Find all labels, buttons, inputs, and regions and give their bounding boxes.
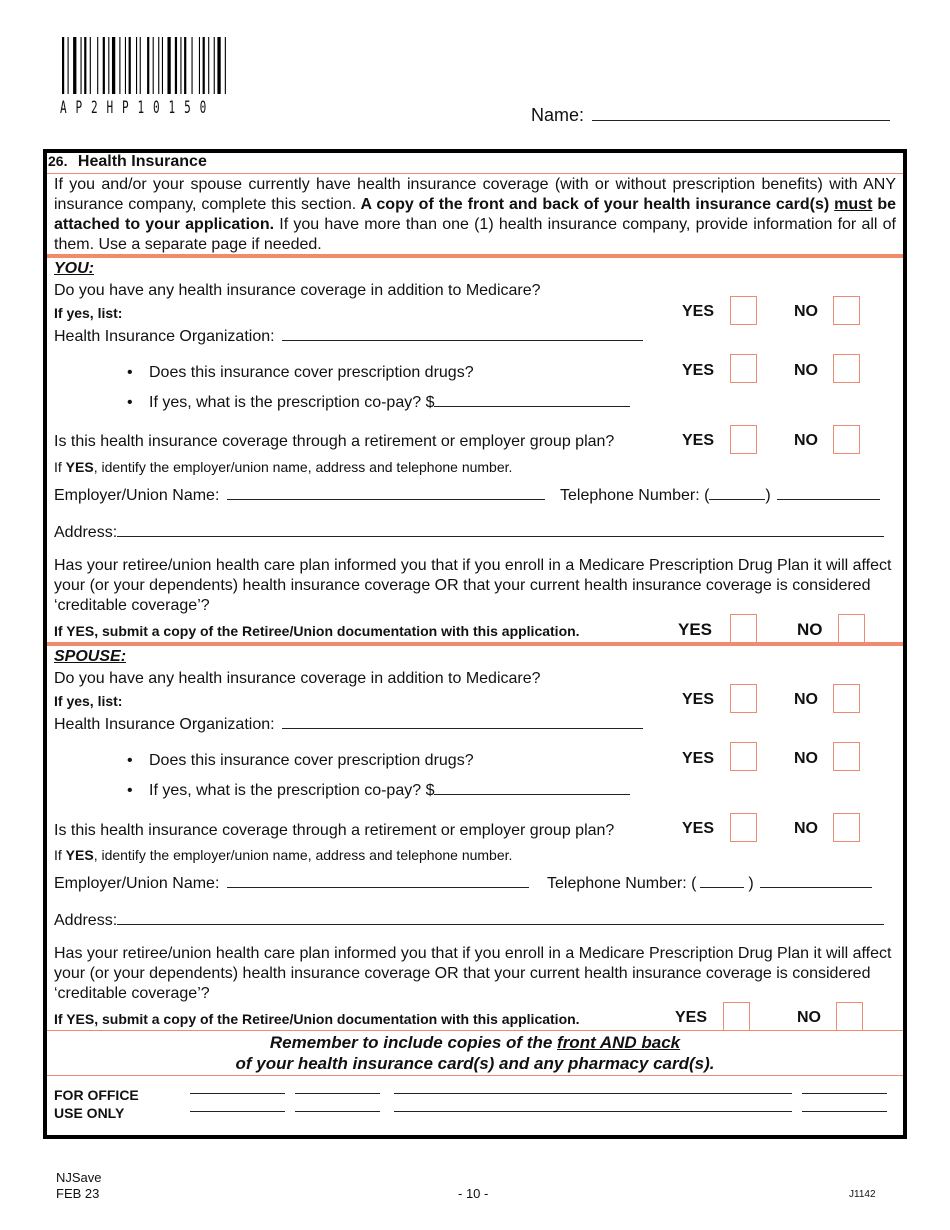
identify-text: , identify the employer/union name, address and telephone number. — [93, 459, 513, 475]
barcode-bar — [167, 37, 170, 94]
barcode-bar — [73, 37, 76, 94]
address-label: Address: — [54, 524, 118, 541]
section-title: Health Insurance — [77, 153, 207, 170]
office-blank — [394, 1111, 792, 1112]
yes-label: YES — [675, 1009, 708, 1026]
no-label: NO — [794, 820, 818, 837]
intro-must: must — [834, 196, 873, 213]
spouse-retirement-question: Is this health insurance coverage through a retirement or employer group plan? — [54, 822, 615, 839]
barcode-bar — [162, 37, 163, 94]
yes-label: YES — [682, 362, 715, 379]
section-divider — [47, 254, 903, 258]
divider — [47, 1075, 903, 1076]
barcode-bar — [153, 37, 154, 94]
footer-left — [56, 1170, 102, 1202]
you-rx-no-checkbox[interactable] — [833, 354, 860, 383]
you-submit-note: If YES, submit a copy of the Retiree/Union documentation with this application. — [54, 623, 580, 639]
phone-label: Telephone Number: ( — [547, 875, 697, 892]
name-field[interactable] — [531, 105, 890, 126]
barcode-bar — [203, 37, 205, 94]
employer-input-line[interactable] — [227, 499, 545, 500]
reminder-underlined: front AND back — [557, 1033, 681, 1052]
spouse-coverage-no-checkbox[interactable] — [833, 684, 860, 713]
you-creditable-no-checkbox[interactable] — [838, 614, 865, 643]
yes-label: YES — [682, 691, 715, 708]
spouse-heading: SPOUSE: — [54, 648, 127, 665]
barcode-bar — [108, 37, 109, 94]
divider — [47, 1030, 903, 1031]
barcode-bar — [214, 37, 215, 94]
barcode-bar — [125, 37, 126, 94]
spouse-address-field[interactable] — [54, 912, 884, 930]
barcode-char: 2 — [91, 98, 98, 118]
copay-label: If yes, what is the prescription co-pay? $ — [149, 782, 435, 799]
org-input-line[interactable] — [282, 340, 643, 341]
section-header — [48, 153, 207, 171]
barcode-char: 5 — [184, 98, 191, 118]
phone-close-paren: ) — [765, 487, 771, 504]
barcode-char: 1 — [168, 98, 176, 118]
spouse-employer-field[interactable] — [54, 875, 529, 893]
copay-input-line[interactable] — [434, 406, 630, 407]
barcode-bar — [175, 37, 177, 94]
section-intro — [54, 175, 896, 255]
org-input-line[interactable] — [282, 728, 643, 729]
yes-label: YES — [682, 820, 715, 837]
reminder-line-2: of your health insurance card(s) and any pharmacy card(s). — [235, 1054, 715, 1073]
barcode-bar — [81, 37, 82, 94]
intro-text-2: If you have more than one (1) health insurance company, provide information for all of them. Use a separate page if needed. — [54, 216, 897, 253]
yes-label: YES — [682, 432, 715, 449]
you-coverage-no-checkbox[interactable] — [833, 296, 860, 325]
spouse-creditable-no-checkbox[interactable] — [836, 1002, 863, 1031]
spouse-copay-field[interactable] — [149, 782, 630, 800]
barcode-bar — [180, 37, 181, 94]
you-employer-field[interactable] — [54, 487, 545, 505]
spouse-org-field[interactable] — [54, 716, 643, 734]
spouse-retirement-no-checkbox[interactable] — [833, 813, 860, 842]
barcode-bar — [208, 37, 209, 94]
phone-close-paren: ) — [748, 875, 754, 892]
intro-bold-text: A copy of the front and back of your health insurance card(s) — [356, 196, 835, 213]
spouse-creditable-yes-checkbox[interactable] — [723, 1002, 750, 1031]
barcode-bar — [90, 37, 91, 94]
barcode-char: H — [106, 98, 114, 118]
employer-label: Employer/Union Name: — [54, 875, 220, 892]
spouse-rx-yes-checkbox[interactable] — [730, 742, 757, 771]
office-line-2: USE ONLY — [54, 1105, 125, 1121]
office-use-label — [54, 1086, 139, 1122]
office-blank — [295, 1093, 380, 1094]
no-label: NO — [794, 303, 818, 320]
no-label: NO — [794, 691, 818, 708]
area-code-line[interactable] — [700, 887, 744, 888]
you-rx-yes-checkbox[interactable] — [730, 354, 757, 383]
barcode-bar — [119, 37, 120, 94]
you-address-field[interactable] — [54, 524, 884, 542]
office-blank — [190, 1093, 285, 1094]
barcode-bar — [68, 37, 69, 94]
you-copay-field[interactable] — [149, 394, 630, 412]
barcode-bar — [158, 37, 159, 94]
office-blank — [394, 1093, 792, 1094]
barcode-bar — [217, 37, 220, 94]
page-number: - 10 - — [458, 1186, 489, 1201]
no-label: NO — [797, 1009, 821, 1026]
barcode-char: 0 — [199, 98, 207, 118]
office-blank — [802, 1093, 887, 1094]
barcode-bar — [129, 37, 131, 94]
barcode-char: P — [122, 98, 129, 118]
you-identify-note — [54, 459, 512, 475]
address-label: Address: — [54, 912, 118, 929]
phone-input-line[interactable] — [777, 499, 880, 500]
intro-bold-text-2: be attached to your application. — [54, 196, 896, 233]
reminder-line-1 — [47, 1032, 903, 1053]
barcode-bar — [140, 37, 141, 94]
barcode-bar — [225, 37, 226, 94]
spouse-identify-note — [54, 847, 512, 863]
barcode-bar — [192, 37, 193, 94]
office-blank — [802, 1111, 887, 1112]
section-divider — [47, 642, 903, 646]
if-prefix: If — [54, 459, 66, 475]
address-input-line[interactable] — [117, 924, 884, 925]
you-retirement-question: Is this health insurance coverage through a retirement or employer group plan? — [54, 433, 615, 450]
employer-label: Employer/Union Name: — [54, 487, 220, 504]
barcode-bar — [184, 37, 186, 94]
if-yes-word: YES — [65, 459, 94, 475]
barcode-bar — [97, 37, 98, 94]
spouse-phone-field[interactable] — [547, 875, 872, 893]
spouse-coverage-yes-checkbox[interactable] — [730, 684, 757, 713]
office-line-1: FOR OFFICE — [54, 1087, 139, 1103]
identify-text: , identify the employer/union name, address and telephone number. — [93, 847, 513, 863]
spouse-rx-question: • Does this insurance cover prescription drugs? — [149, 752, 474, 770]
form-id: J1142 — [849, 1189, 876, 1200]
yes-label: YES — [678, 620, 713, 639]
you-heading: YOU: — [54, 260, 94, 277]
you-creditable-question: Has your retiree/union health care plan informed you that if you enroll in a Medicare Prescription Drug Plan it will affect your (or your dependents) health insurance coverage OR that your current health insurance coverage is considered ‘creditable coverage’? — [54, 557, 892, 614]
copay-label: If yes, what is the prescription co-pay? $ — [149, 394, 435, 411]
phone-input-line[interactable] — [760, 887, 872, 888]
address-input-line[interactable] — [117, 536, 884, 537]
no-label: NO — [797, 620, 823, 639]
yes-label: YES — [682, 303, 715, 320]
you-rx-question: • Does this insurance cover prescription drugs? — [149, 364, 474, 382]
name-input-line[interactable] — [592, 120, 890, 121]
barcode-text — [60, 98, 206, 118]
no-label: NO — [794, 750, 818, 767]
intro-text: If you and/or your spouse currently have health insurance coverage (with or without prescription benefits) with ANY insurance company, complete this section. — [54, 176, 896, 213]
office-blank — [295, 1111, 380, 1112]
if-prefix: If — [54, 847, 66, 863]
spouse-submit-note: If YES, submit a copy of the Retiree/Union documentation with this application. — [54, 1011, 580, 1027]
divider — [47, 173, 903, 174]
reminder-text: Remember to include copies of the — [269, 1033, 558, 1052]
org-label: Health Insurance Organization: — [54, 328, 275, 345]
office-blank — [190, 1111, 285, 1112]
you-coverage-question: Do you have any health insurance coverage in addition to Medicare? — [54, 282, 541, 299]
you-retirement-no-checkbox[interactable] — [833, 425, 860, 454]
footer-date: FEB 23 — [56, 1186, 100, 1201]
no-label: NO — [794, 432, 818, 449]
no-label: NO — [794, 362, 818, 379]
barcode-char: 1 — [137, 98, 145, 118]
phone-label: Telephone Number: ( — [560, 487, 710, 504]
you-phone-field[interactable] — [560, 487, 880, 505]
spouse-retirement-yes-checkbox[interactable] — [730, 813, 757, 842]
spouse-if-yes-list: If yes, list: — [54, 693, 123, 709]
copay-input-line[interactable] — [434, 794, 630, 795]
you-retirement-yes-checkbox[interactable] — [730, 425, 757, 454]
barcode-bar — [62, 37, 64, 94]
you-coverage-yes-checkbox[interactable] — [730, 296, 757, 325]
barcode-char: 0 — [153, 98, 160, 118]
spouse-rx-no-checkbox[interactable] — [833, 742, 860, 771]
org-label: Health Insurance Organization: — [54, 716, 275, 733]
you-creditable-yes-checkbox[interactable] — [730, 614, 757, 643]
section-number: 26. — [48, 153, 68, 169]
footer-org: NJSave — [56, 1170, 102, 1185]
if-yes-word: YES — [65, 847, 94, 863]
you-if-yes-list: If yes, list: — [54, 305, 123, 321]
yes-label: YES — [682, 750, 715, 767]
barcode-bar — [136, 37, 137, 94]
you-org-field[interactable] — [54, 328, 643, 346]
spouse-creditable-question: Has your retiree/union health care plan informed you that if you enroll in a Medicare Prescription Drug Plan it will affect your (or your dependents) health insurance coverage OR that your current health insurance coverage is considered ‘creditable coverage’? — [54, 945, 892, 1002]
barcode-bar — [112, 37, 115, 94]
employer-input-line[interactable] — [227, 887, 529, 888]
barcode-char: P — [75, 98, 83, 118]
spouse-coverage-question: Do you have any health insurance coverage in addition to Medicare? — [54, 670, 541, 687]
barcode-char: A — [60, 98, 67, 118]
barcode-bar — [84, 37, 86, 94]
barcode-bar — [199, 37, 200, 94]
barcode-image — [62, 37, 280, 94]
barcode-bar — [147, 37, 149, 94]
barcode-bar — [103, 37, 105, 94]
area-code-line[interactable] — [709, 499, 765, 500]
name-label: Name: — [531, 105, 585, 125]
